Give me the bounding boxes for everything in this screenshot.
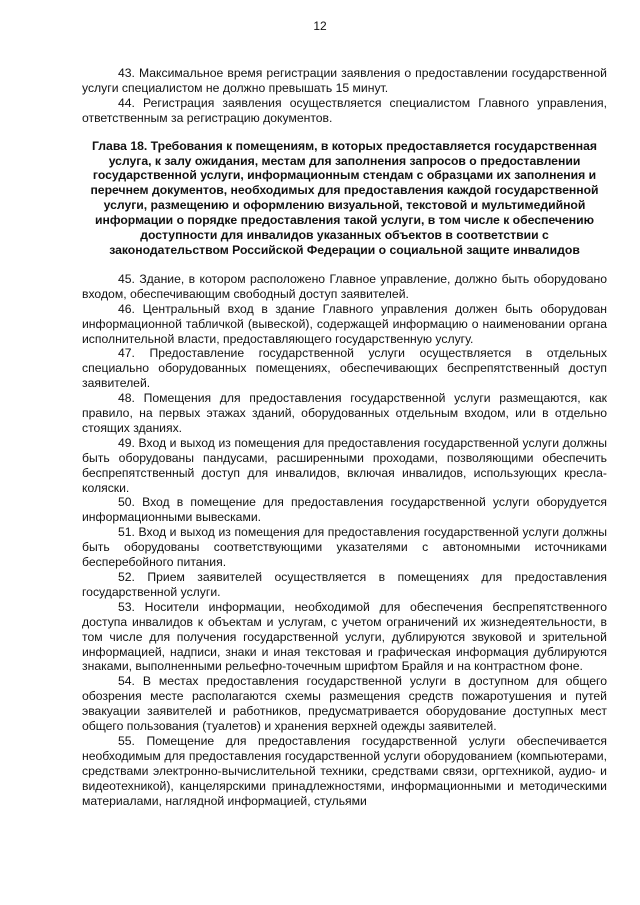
- paragraph-49: 49. Вход и выход из помещения для предоставления государственной услуги должны быть оборудованы пандусами, расширенными проходами, позволяющими обеспечить беспрепятственный доступ для инвалидов, включая инвалидов, использующих кресла-коляски.: [82, 435, 607, 495]
- paragraph-48: 48. Помещения для предоставления государственной услуги размещаются, как правило, на первых этажах зданий, оборудованных отдельным входом, или в отдельно стоящих зданиях.: [82, 391, 607, 435]
- paragraph-44: 44. Регистрация заявления осуществляется специалистом Главного управления, ответственным за регистрацию документов.: [82, 95, 607, 125]
- paragraph-53: 53. Носители информации, необходимой для обеспечения беспрепятственного доступа инвалидов к объектам и услугам, с учетом ограничений их жизнедеятельности, в том числе для получения государственной услуги, дублируются звуковой и зрительной информацией, надписи, знаки и иная текстовая и графическая информация дублируются знаками, выполненными рельефно-точечным шрифтом Брайля и на контрастном фоне.: [82, 599, 607, 674]
- paragraph-52: 52. Прием заявителей осуществляется в помещениях для предоставления государственной услуги.: [82, 570, 607, 599]
- page-number: 12: [313, 19, 327, 33]
- paragraph-54: 54. В местах предоставления государственной услуги в доступном для общего обозрения месте располагаются схемы размещения средств пожаротушения и путей эвакуации заявителей и работников, предусматривается оборудование доступных мест общего пользования (туалетов) и хранения верхней одежды заявителей.: [82, 674, 607, 734]
- paragraph-43: 43. Максимальное время регистрации заявления о предоставлении государственной услуги специалистом не должно превышать 15 минут.: [82, 66, 607, 95]
- paragraph-50: 50. Вход в помещение для предоставления государственной услуги оборудуется информационными вывесками.: [82, 495, 607, 525]
- document-body: [82, 66, 607, 809]
- paragraph-46: 46. Центральный вход в здание Главного управления должен быть оборудован информационной табличкой (вывеской), содержащей информацию о наименовании органа исполнительной власти, предоставляющего государственную услугу.: [82, 301, 607, 346]
- paragraph-47: 47. Предоставление государственной услуги осуществляется в отдельных специально оборудованных помещениях, обеспечивающих беспрепятственный доступ заявителей.: [82, 346, 607, 391]
- paragraph-45: 45. Здание, в котором расположено Главное управление, должно быть оборудовано входом, обеспечивающим свободный доступ заявителей.: [82, 271, 607, 301]
- paragraph-55: 55. Помещение для предоставления государственной услуги обеспечивается необходимым для предоставления государственной услуги оборудованием (компьютерами, средствами электронно-вычислительной техники, средствами связи, оргтехникой, аудио- и видеотехникой), канцелярскими принадлежностями, информационными и методическими материалами, наглядной информацией, стульями: [82, 733, 607, 808]
- paragraph-51: 51. Вход и выход из помещения для предоставления государственной услуги должны быть оборудованы соответствующими указателями с автономными источниками бесперебойного питания.: [82, 525, 607, 570]
- chapter-heading: Глава 18. Требования к помещениям, в которых предоставляется государственная услуга, к залу ожидания, местам для заполнения запросов о предоставлении государственной услуги, информационным стендам с образцами их заполнения и перечнем документов, необходимых для предоставления каждой государственной услуги, размещению и оформлению визуальной, текстовой и мультимедийной информации о порядке предоставления такой услуги, в том числе к обеспечению доступности для инвалидов указанных объектов в соответствии с законодательством Российской Федерации о социальной защите инвалидов: [90, 138, 599, 257]
